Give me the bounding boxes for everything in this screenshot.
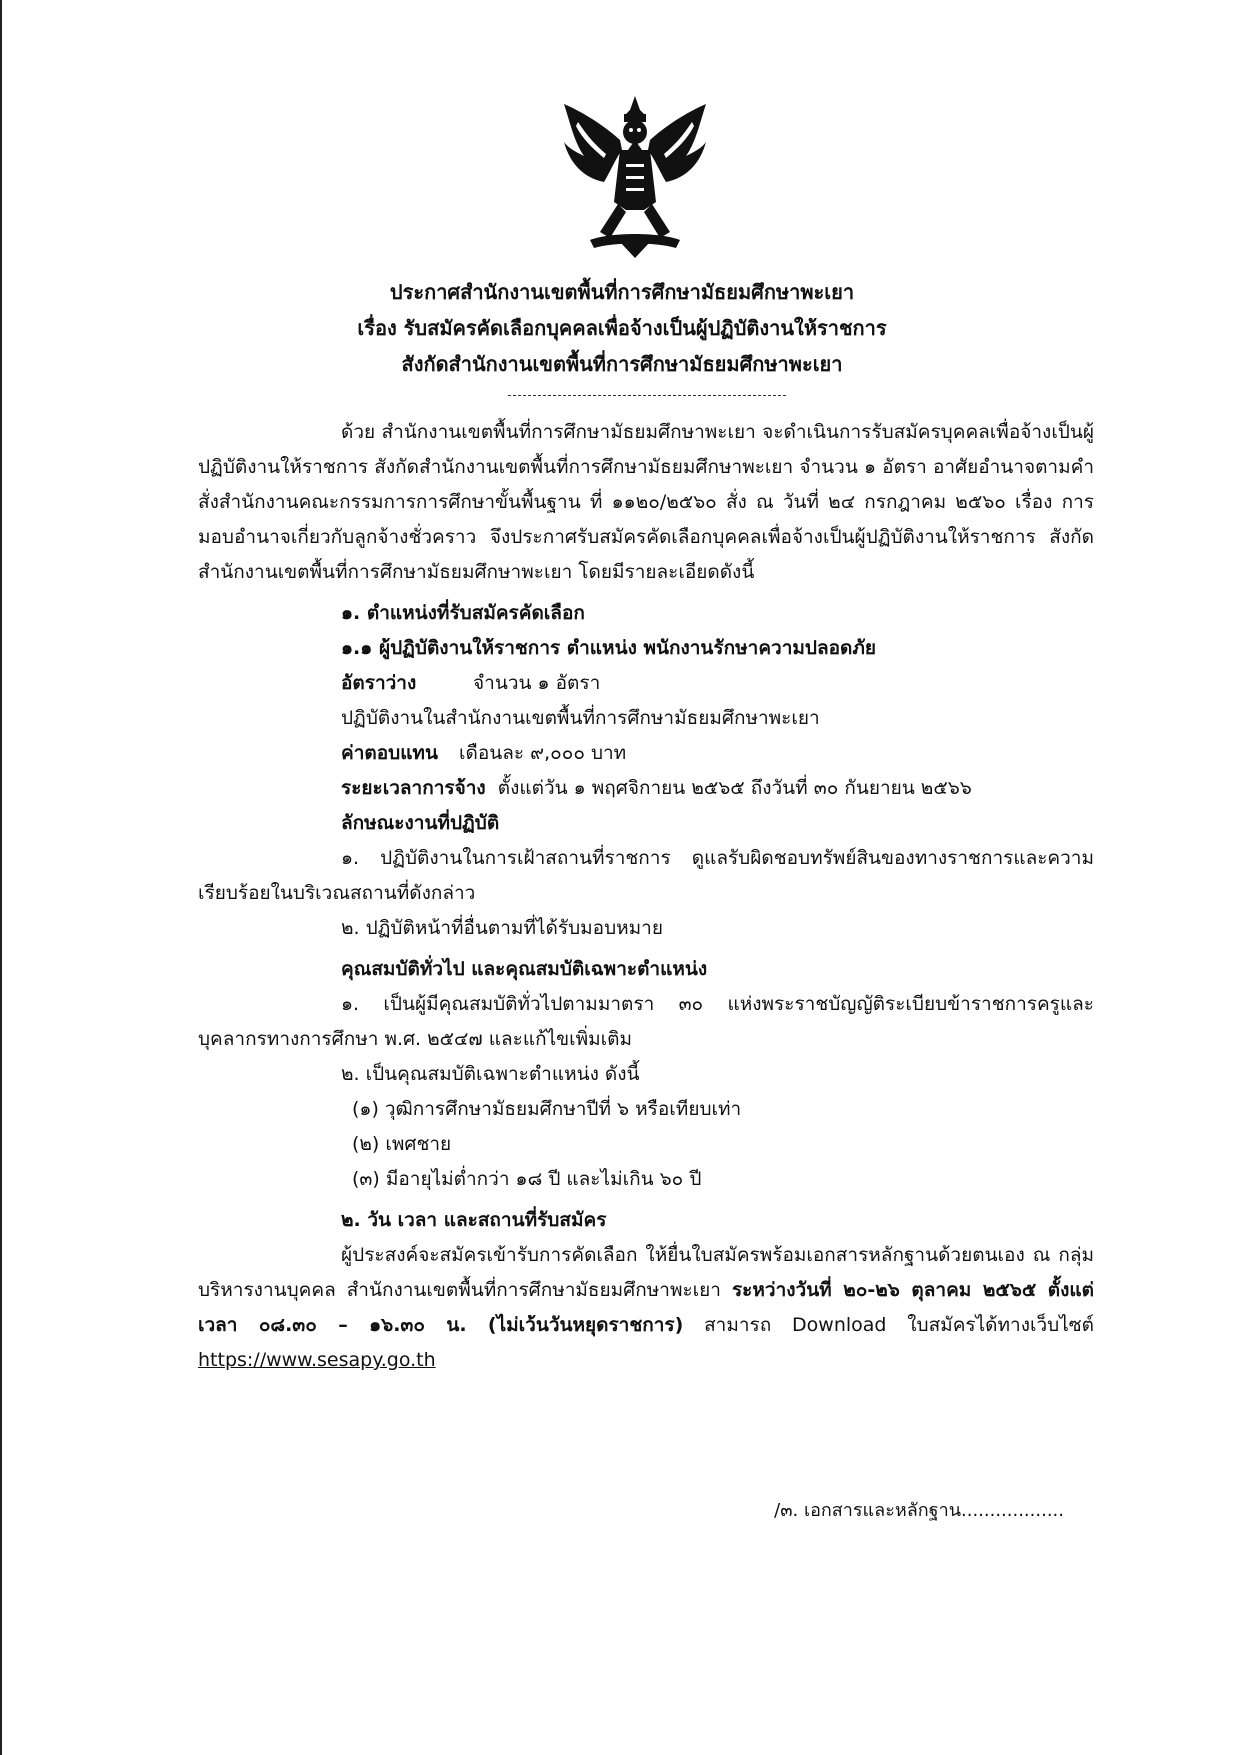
pay-label: ค่าตอบแทน <box>341 742 438 764</box>
header-subject: เรื่อง รับสมัครคัดเลือกบุคคลเพื่อจ้างเป็นผู้ปฏิบัติงานให้ราชการ <box>357 316 887 340</box>
qualification-sub-item: (๑) วุฒิการศึกษามัธยมศึกษาปีที่ ๖ หรือเทียบเท่า <box>352 1098 742 1120</box>
intro-paragraph: ด้วย สำนักงานเขตพื้นที่การศึกษามัธยมศึกษาพะเยา จะดำเนินการรับสมัครบุคคลเพื่อจ้างเป็นผู้ปฏิบัติงานให้ราชการ สังกัดสำนักงานเขตพื้นที่การศึกษามัธยมศึกษาพะเยา จำนวน ๑ อัตรา อาศัยอำนาจตามคำสั่งสำนักงานคณะกรรมการการศึกษาขั้นพื้นฐาน ที่ ๑๑๒๐/๒๕๖๐ สั่ง ณ วันที่ ๒๔ กรกฎาคม ๒๕๖๐ เรื่อง การมอบอำนาจเกี่ยวกับลูกจ้างชั่วคราว จึงประกาศรับสมัครคัดเลือกบุคคลเพื่อจ้างเป็นผู้ปฏิบัติงานให้ราชการ สังกัดสำนักงานเขตพื้นที่การศึกษามัธยมศึกษาพะเยา โดยมีรายละเอียดดังนี้ <box>198 421 1094 583</box>
period-label: ระยะเวลาการจ้าง <box>341 777 486 799</box>
qualification-item-1: ๑. เป็นผู้มีคุณสมบัติทั่วไปตามมาตรา ๓๐ แห่งพระราชบัญญัติระเบียบข้าราชการครูและบุคลากรทางการศึกษา พ.ศ. ๒๕๔๗ และแก้ไขเพิ่มเติม <box>198 993 1094 1050</box>
qualifications-heading: คุณสมบัติทั่วไป และคุณสมบัติเฉพาะตำแหน่ง <box>341 958 708 980</box>
vacancy-label: อัตราว่าง <box>341 672 417 694</box>
announcement-header <box>0 274 1244 382</box>
announcement-body <box>198 415 1094 1378</box>
pay-row <box>198 736 1094 771</box>
scan-edge-line <box>0 0 2 1755</box>
application-paragraph <box>198 1238 1094 1378</box>
duty-item-2: ๒. ปฏิบัติหน้าที่อื่นตามที่ได้รับมอบหมาย <box>341 917 663 939</box>
pay-value: เดือนละ ๙,๐๐๐ บาท <box>459 742 627 764</box>
header-title: ประกาศสำนักงานเขตพื้นที่การศึกษามัธยมศึกษาพะเยา <box>389 280 855 304</box>
section1-heading: ๑. ตำแหน่งที่รับสมัครคัดเลือก <box>341 602 585 624</box>
vacancy-row <box>198 666 1094 701</box>
section1-subheading: ๑.๑ ผู้ปฏิบัติงานให้ราชการ ตำแหน่ง พนักงานรักษาความปลอดภัย <box>341 637 876 659</box>
header-divider <box>508 395 786 396</box>
duties-heading: ลักษณะงานที่ปฏิบัติ <box>341 812 500 834</box>
workplace-row: ปฏิบัติงานในสำนักงานเขตพื้นที่การศึกษามัธยมศึกษาพะเยา <box>341 707 820 729</box>
application-period: ระหว่างวันที่ ๒๐-๒๖ ตุลาคม ๒๕๖๕ ตั้งแต่เวลา ๐๘.๓๐ – ๑๖.๓๐ น. (ไม่เว้นวันหยุดราชการ) <box>198 1279 1094 1336</box>
section2-heading: ๒. วัน เวลา และสถานที่รับสมัคร <box>341 1209 607 1231</box>
qualification-sub-item: (๓) มีอายุไม่ต่ำกว่า ๑๘ ปี และไม่เกิน ๖๐ ปี <box>352 1168 702 1190</box>
period-row <box>198 771 1094 806</box>
header-affiliation: สังกัดสำนักงานเขตพื้นที่การศึกษามัธยมศึกษาพะเยา <box>401 352 843 376</box>
qualification-sub-item: (๒) เพศชาย <box>352 1133 452 1155</box>
duty-item-1: ๑. ปฏิบัติงานในการเฝ้าสถานที่ราชการ ดูแลรับผิดชอบทรัพย์สินของทางราชการและความเรียบร้อยในบริเวณสถานที่ดังกล่าว <box>198 847 1094 904</box>
garuda-emblem-icon <box>560 92 710 260</box>
vacancy-value: จำนวน ๑ อัตรา <box>473 672 601 694</box>
period-value: ตั้งแต่วัน ๑ พฤศจิกายน ๒๕๖๕ ถึงวันที่ ๓๐ กันยายน ๒๕๖๖ <box>497 777 972 799</box>
application-text-a: ผู้ประสงค์จะสมัครเข้ารับการคัดเลือก ให้ยื่นใบสมัครพร้อมเอกสารหลักฐานด้วยตนเอง ณ กลุ่มบริหารงานบุคคล สำนักงานเขตพื้นที่การศึกษามัธยมศึกษาพะเยา <box>198 1244 1094 1301</box>
qualification-item-2: ๒. เป็นคุณสมบัติเฉพาะตำแหน่ง ดังนี้ <box>341 1063 640 1085</box>
application-text-b: สามารถ Download ใบสมัครได้ทางเว็บไซต์ <box>683 1314 1094 1336</box>
website-link[interactable]: https://www.sesapy.go.th <box>198 1349 436 1371</box>
continuation-note: /๓. เอกสารและหลักฐาน.................. <box>774 1500 1064 1521</box>
